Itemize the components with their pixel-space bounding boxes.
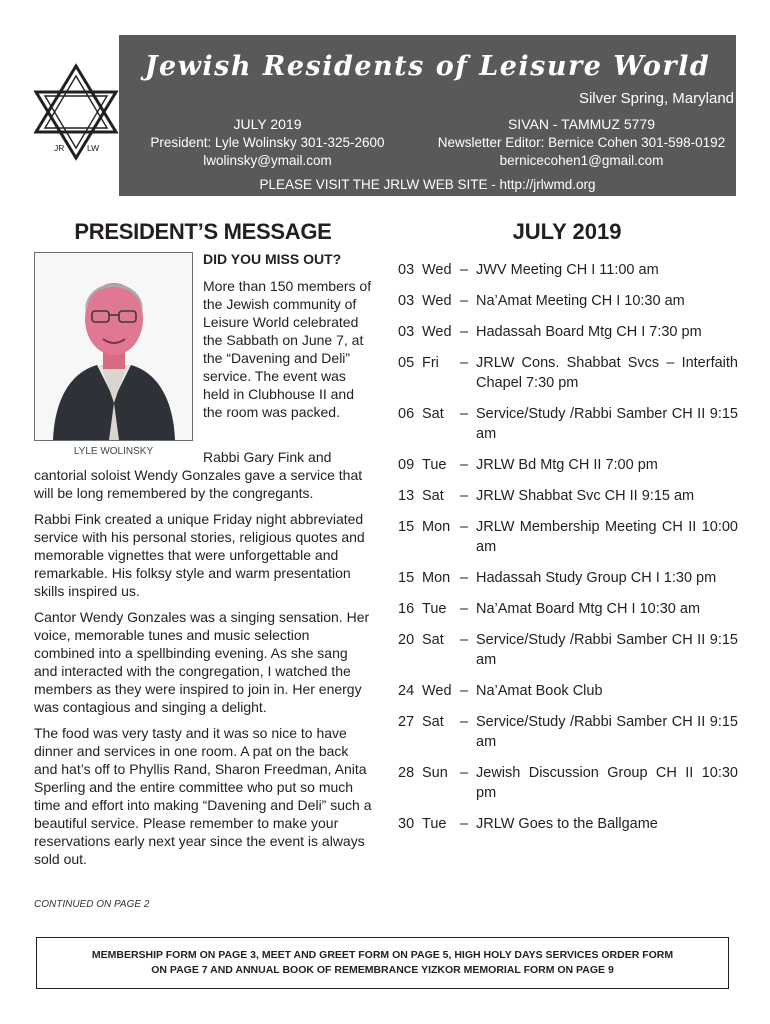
location: Silver Spring, Maryland xyxy=(578,90,734,107)
event-day: 24 xyxy=(398,683,415,699)
calendar-event xyxy=(398,630,738,670)
event-weekday: Mon xyxy=(422,519,451,535)
calendar-event xyxy=(398,291,738,311)
event-day: 06 xyxy=(398,406,415,422)
event-day: 27 xyxy=(398,714,415,730)
event-dash: – xyxy=(460,457,469,473)
logo-initials-jr: JR xyxy=(54,143,65,153)
event-weekday: Sun xyxy=(422,765,448,781)
header-banner xyxy=(119,35,736,196)
calendar-event xyxy=(398,599,738,619)
header-right-block xyxy=(435,115,728,170)
forms-notice-line: ON PAGE 7 AND ANNUAL BOOK OF REMEMBRANCE YIZKOR MEMORIAL FORM ON PAGE 9 xyxy=(151,964,614,976)
calendar-event xyxy=(398,455,738,475)
president-photo xyxy=(34,252,193,441)
calendar-event xyxy=(398,353,738,393)
event-weekday: Fri xyxy=(422,355,439,371)
logo-initials-lw: LW xyxy=(87,143,100,153)
calendar-event xyxy=(398,568,738,588)
article-paragraph: Rabbi Fink created a unique Friday night abbreviated service with his personal stories, religious quotes and memorable vignettes that were unforgettable and remarkable. His folksy style and warm presentation skills inspired us. xyxy=(34,511,365,599)
event-description: Na’Amat Meeting CH I 10:30 am xyxy=(476,293,685,309)
event-description: JRLW Cons. Shabbat Svcs – Interfaith Chapel 7:30 pm xyxy=(476,355,738,391)
article-paragraph: Cantor Wendy Gonzales was a singing sensation. Her voice, memorable tunes and music selection combined into a spellbinding evening. As she sang and interacted with the congregation, I watched the members as they were inspired to join in. Her energy was contagious and singing a delight. xyxy=(34,609,370,715)
event-day: 03 xyxy=(398,262,415,278)
event-description: Service/Study /Rabbi Samber CH II 9:15 am xyxy=(476,714,738,750)
event-weekday: Sat xyxy=(422,406,444,422)
event-description: JRLW Bd Mtg CH II 7:00 pm xyxy=(476,457,658,473)
event-description: Service/Study /Rabbi Samber CH II 9:15 am xyxy=(476,632,738,668)
event-description: Na’Amat Board Mtg CH I 10:30 am xyxy=(476,601,701,617)
event-dash: – xyxy=(460,324,469,340)
event-weekday: Tue xyxy=(422,601,447,617)
event-dash: – xyxy=(460,355,469,371)
event-description: JRLW Membership Meeting CH II 10:00 am xyxy=(476,519,738,555)
calendar-event xyxy=(398,712,738,752)
calendar-event xyxy=(398,763,738,803)
event-dash: – xyxy=(460,488,469,504)
event-dash: – xyxy=(460,683,469,699)
event-description: Service/Study /Rabbi Samber CH II 9:15 am xyxy=(476,406,738,442)
event-description: Na’Amat Book Club xyxy=(476,683,603,699)
president-email: lwolinsky@ymail.com xyxy=(203,153,332,168)
jrlw-logo xyxy=(30,62,122,162)
event-weekday: Tue xyxy=(422,457,447,473)
calendar-event xyxy=(398,814,738,834)
calendar-event xyxy=(398,260,738,280)
event-dash: – xyxy=(460,262,469,278)
event-weekday: Sat xyxy=(422,632,444,648)
event-description: Hadassah Board Mtg CH I 7:30 pm xyxy=(476,324,702,340)
event-weekday: Wed xyxy=(422,293,452,309)
calendar-event xyxy=(398,486,738,506)
continued-note: CONTINUED ON PAGE 2 xyxy=(34,899,150,910)
event-dash: – xyxy=(460,601,469,617)
event-description: Jewish Discussion Group CH II 10:30 pm xyxy=(476,765,738,801)
event-dash: – xyxy=(460,632,469,648)
event-day: 16 xyxy=(398,601,415,617)
event-weekday: Wed xyxy=(422,324,452,340)
event-day: 28 xyxy=(398,765,415,781)
article-paragraph: The food was very tasty and it was so nice to have dinner and services in one room. A pat on the back and hat’s off to Phyllis Rand, Sharon Freedman, Anita Sperling and the entire committee who put so much time and effort into making “Davening and Deli” such a beautiful service. Please remember to make your reservations early next year since the event is always sold out. xyxy=(34,725,372,867)
presidents-message-heading: PRESIDENT’S MESSAGE xyxy=(74,219,332,244)
event-day: 03 xyxy=(398,324,415,340)
event-day: 20 xyxy=(398,632,415,648)
event-dash: – xyxy=(460,570,469,586)
event-dash: – xyxy=(460,816,469,832)
editor-contact: Newsletter Editor: Bernice Cohen 301-598-0192 xyxy=(437,135,726,150)
forms-notice-line: MEMBERSHIP FORM ON PAGE 3, MEET AND GREET FORM ON PAGE 5, HIGH HOLY DAYS SERVICES ORDER FORM xyxy=(91,949,674,961)
article-subheading: DID YOU MISS OUT? xyxy=(203,251,342,267)
calendar-event xyxy=(398,322,738,342)
event-description: JRLW Goes to the Ballgame xyxy=(476,816,658,832)
event-day: 05 xyxy=(398,355,415,371)
event-weekday: Mon xyxy=(422,570,451,586)
article-paragraph: More than 150 members of the Jewish community of Leisure World celebrated the Sabbath on June 7, at the “Davening and Deli” service. The event was held in Clubhouse II and the room was packed. xyxy=(203,278,372,420)
event-weekday: Tue xyxy=(422,816,447,832)
event-calendar xyxy=(398,260,738,845)
event-description: JWV Meeting CH I 11:00 am xyxy=(476,262,659,278)
event-day: 09 xyxy=(398,457,415,473)
event-description: Hadassah Study Group CH I 1:30 pm xyxy=(476,570,717,586)
event-dash: – xyxy=(460,519,469,535)
calendar-event xyxy=(398,681,738,701)
event-dash: – xyxy=(460,293,469,309)
event-weekday: Wed xyxy=(422,683,452,699)
event-dash: – xyxy=(460,765,469,781)
photo-caption: LYLE WOLINSKY xyxy=(73,446,154,457)
event-day: 03 xyxy=(398,293,415,309)
event-dash: – xyxy=(460,406,469,422)
calendar-event xyxy=(398,517,738,557)
event-day: 13 xyxy=(398,488,415,504)
article-paragraph: Rabbi Gary Fink and cantorial soloist Wendy Gonzales gave a service that will be long remembered by the congregants. xyxy=(34,449,363,501)
event-description: JRLW Shabbat Svc CH II 9:15 am xyxy=(476,488,695,504)
calendar-heading: JULY 2019 xyxy=(512,219,622,244)
newsletter-title: Jewish Residents of Leisure World xyxy=(144,51,711,82)
hebrew-month: SIVAN - TAMMUZ 5779 xyxy=(507,116,656,132)
editor-email: bernicecohen1@gmail.com xyxy=(499,153,664,168)
header-left-block xyxy=(150,115,385,170)
website-notice: PLEASE VISIT THE JRLW WEB SITE - http://jrlwmd.org xyxy=(259,177,596,192)
event-weekday: Wed xyxy=(422,262,452,278)
president-contact: President: Lyle Wolinsky 301-325-2600 xyxy=(150,135,385,150)
event-day: 15 xyxy=(398,570,415,586)
calendar-event xyxy=(398,404,738,444)
event-dash: – xyxy=(460,714,469,730)
event-day: 15 xyxy=(398,519,415,535)
event-weekday: Sat xyxy=(422,714,444,730)
issue-month: JULY 2019 xyxy=(233,116,302,132)
forms-notice-box xyxy=(36,937,729,989)
event-day: 30 xyxy=(398,816,415,832)
event-weekday: Sat xyxy=(422,488,444,504)
